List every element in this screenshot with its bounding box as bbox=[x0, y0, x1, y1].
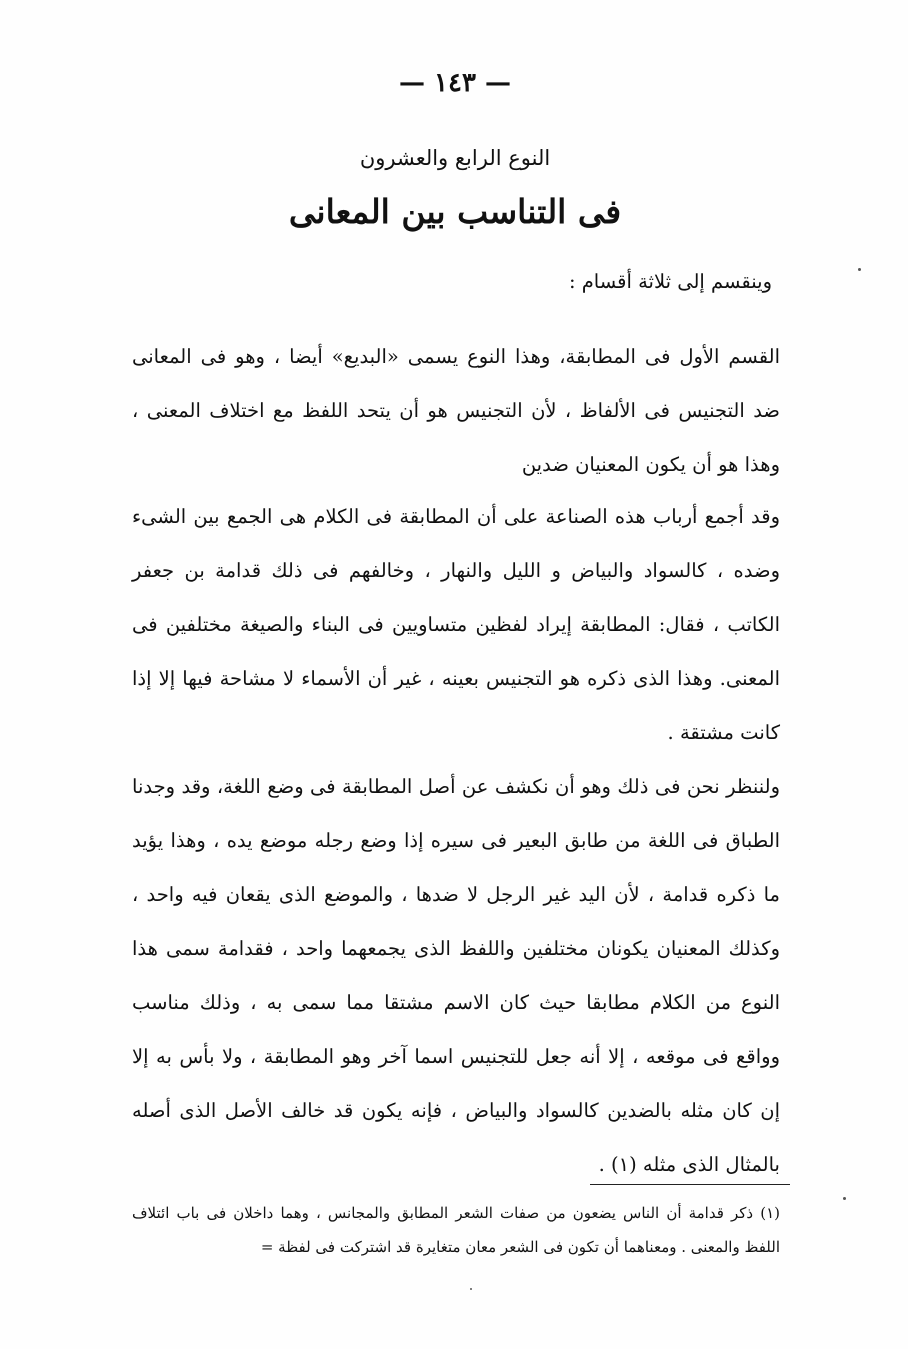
paper-speck bbox=[470, 1288, 472, 1290]
footnote: (١) ذكر قدامة أن الناس يضعون من صفات الشعر المطابق والمجانس ، وهما داخلان فى باب ائتلاف اللفظ والمعنى . ومعناهما أن تكون فى الشعر معان متغايرة قد اشتركت فى لفظة = bbox=[132, 1204, 780, 1256]
paper-speck bbox=[843, 1197, 846, 1200]
paragraph-1: القسم الأول فى المطابقة، وهذا النوع يسمى «البديع» أيضا ، وهو فى المعانى ضد التجنيس فى الألفاظ ، لأن التجنيس هو أن يتحد اللفظ مع اختلاف المعنى ، وهذا هو أن يكون المعنيان ضدين bbox=[132, 345, 780, 476]
paragraph-2: وقد أجمع أرباب هذه الصناعة على أن المطابقة فى الكلام هى الجمع بين الشىء وضده ، كالسواد والبياض و الليل والنهار ، وخالفهم فى ذلك قدامة بن جعفر الكاتب ، فقال: المطابقة إيراد لفظين متساويين فى البناء والصيغة مختلفين فى المعنى. وهذا الذى ذكره هو التجنيس بعينه ، غير أن الأسماء لا مشاحة فيها إلا إذا كانت مشتقة . bbox=[132, 505, 780, 744]
intro-line: وينقسم إلى ثلاثة أقسام : bbox=[568, 270, 772, 293]
chapter-title: فى التناسب بين المعانى bbox=[288, 192, 622, 231]
chapter-label: النوع الرابع والعشرون bbox=[359, 146, 551, 170]
paragraph-3: ولننظر نحن فى ذلك وهو أن نكشف عن أصل المطابقة فى وضع اللغة، وقد وجدنا الطباق فى اللغة من طابق البعير فى سيره إذا وضع رجله موضع يده ، وهذا يؤيد ما ذكره قدامة ، لأن اليد غير الرجل لا ضدها ، والموضع الذى يقعان فيه واحد ، وكذلك المعنيان يكونان مختلفين واللفظ الذى يجمعهما واحد ، فقدامة سمى هذا النوع من الكلام مطابقا حيث كان الاسم مشتقا مما سمى به ، وذلك مناسب وواقع فى موقعه ، إلا أنه جعل للتجنيس اسما آخر وهو المطابقة ، ولا بأس به إلا إن كان مثله بالضدين كالسواد والبياض ، فإنه يكون قد خالف الأصل الذى أصله بالمثال الذى مثله (١) . bbox=[132, 775, 780, 1176]
page-number: — ١٤٣ — bbox=[398, 68, 512, 98]
footnote-divider bbox=[590, 1184, 790, 1185]
paper-speck bbox=[858, 268, 861, 271]
